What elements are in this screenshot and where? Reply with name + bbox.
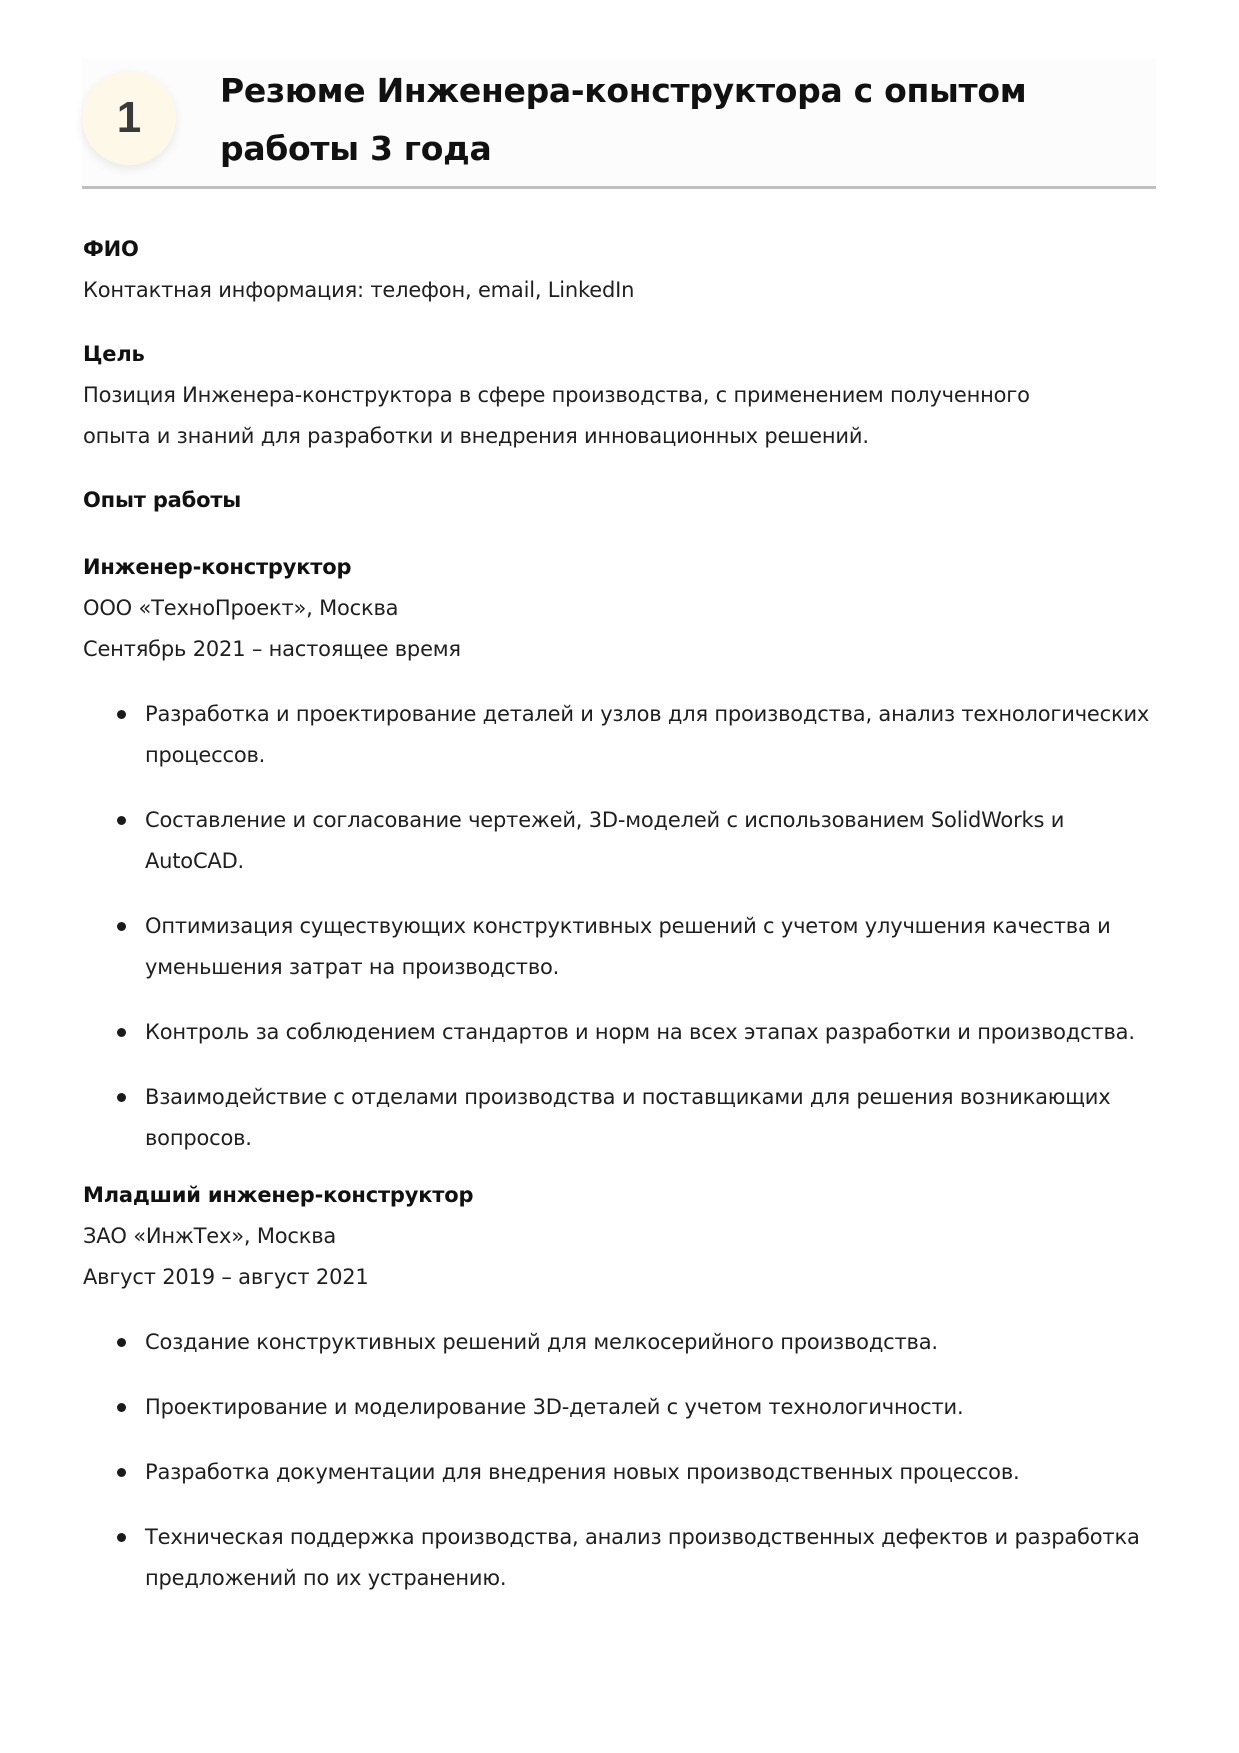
duty-item: Составление и согласование чертежей, 3D-моделей с использованием SolidWorks и AutoCAD. xyxy=(83,800,1163,882)
job-company: ООО «ТехноПроект», Москва xyxy=(83,596,399,620)
bullet-icon xyxy=(117,1533,126,1542)
duty-item: Взаимодействие с отделами производства и поставщиками для решения возникающих вопросов. xyxy=(83,1077,1163,1159)
bullet-icon xyxy=(117,1028,126,1037)
bullet-icon xyxy=(117,1338,126,1347)
job-period: Август 2019 – август 2021 xyxy=(83,1265,369,1289)
duty-item: Разработка и проектирование деталей и узлов для производства, анализ технологических процессов. xyxy=(83,694,1163,776)
bullet-icon xyxy=(117,710,126,719)
section-name xyxy=(83,229,1163,311)
job-position: Младший инженер-конструктор xyxy=(83,1183,474,1207)
section-experience xyxy=(83,480,1163,1599)
job-position: Инженер-конструктор xyxy=(83,555,352,579)
duty-item: Оптимизация существующих конструктивных решений с учетом улучшения качества и уменьшения затрат на производство. xyxy=(83,906,1163,988)
bullet-icon xyxy=(117,1403,126,1412)
job-duties-list xyxy=(83,694,1163,1159)
resume-body xyxy=(83,229,1163,1623)
duty-item: Разработка документации для внедрения новых производственных процессов. xyxy=(83,1452,1163,1493)
bullet-icon xyxy=(117,816,126,825)
job-entry xyxy=(83,1175,1163,1599)
goal-text: Позиция Инженера-конструктора в сфере производства, с применением полученного опыта и знаний для разработки и внедрения инновационных решений. xyxy=(83,383,1030,448)
job-entry xyxy=(83,547,1163,1159)
duty-item: Техническая поддержка производства, анализ производственных дефектов и разработка предложений по их устранению. xyxy=(83,1517,1163,1599)
section-heading-experience: Опыт работы xyxy=(83,488,242,512)
section-heading-name: ФИО xyxy=(83,237,139,261)
duty-item: Проектирование и моделирование 3D-деталей с учетом технологичности. xyxy=(83,1387,1163,1428)
duty-item: Создание конструктивных решений для мелкосерийного производства. xyxy=(83,1322,1163,1363)
job-period: Сентябрь 2021 – настоящее время xyxy=(83,637,461,661)
section-heading-goal: Цель xyxy=(83,342,145,366)
job-company: ЗАО «ИнжТех», Москва xyxy=(83,1224,337,1248)
bullet-icon xyxy=(117,922,126,931)
page-title: Резюме Инженера-конструктора с опытом работы 3 года xyxy=(220,71,1027,168)
section-number-badge xyxy=(82,71,176,165)
section-goal xyxy=(83,334,1163,457)
bullet-icon xyxy=(117,1093,126,1102)
job-duties-list xyxy=(83,1322,1163,1599)
duty-item: Контроль за соблюдением стандартов и норм на всех этапах разработки и производства. xyxy=(83,1012,1163,1053)
title-divider xyxy=(82,186,1156,189)
bullet-icon xyxy=(117,1468,126,1477)
badge-number: 1 xyxy=(116,93,142,142)
contact-info: Контактная информация: телефон, email, LinkedIn xyxy=(83,278,635,302)
